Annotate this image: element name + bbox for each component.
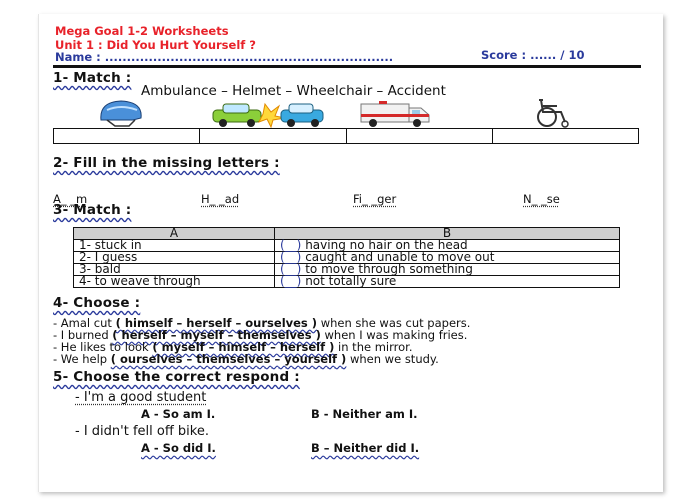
respond-option-1a: A - So am I. — [141, 407, 216, 421]
choose-item-4: - We help ( ourselves – themselves – yourself ) when we study. — [53, 352, 439, 366]
answer-box-1[interactable] — [53, 128, 199, 144]
fill-item-2: H_ _ad — [201, 192, 240, 206]
table-row: 1- stuck in (__) having no hair on the head — [74, 240, 620, 252]
table-row: 2- I guess (__) caught and unable to move out — [74, 252, 620, 264]
answer-box-4[interactable] — [492, 128, 639, 144]
fill-item-3: Fi_ _ger — [353, 192, 397, 206]
car-accident-icon — [209, 100, 329, 128]
choose-item-3: - He likes to look ( myself – himself – herself ) in the mirror. — [53, 340, 413, 354]
column-a-header: A — [74, 228, 275, 240]
worksheet-page — [38, 14, 663, 492]
match-word-list: Ambulance – Helmet – Wheelchair – Accident — [141, 83, 446, 99]
unit-title: Unit 1 : Did You Hurt Yourself ? — [55, 38, 256, 52]
table-row: 4- to weave through (__) not totally sure — [74, 276, 620, 288]
respond-option-1b: B - Neither am I. — [311, 407, 418, 421]
section2-title: 2- Fill in the missing letters : — [53, 155, 280, 171]
respond-question-1: - I'm a good student — [75, 390, 207, 405]
ambulance-icon — [359, 100, 433, 128]
match-table — [73, 227, 620, 288]
answer-box-3[interactable] — [346, 128, 492, 144]
name-line: Name : .................................................................. — [55, 50, 394, 64]
respond-question-2: - I didn't fell off bike. — [75, 424, 209, 439]
fill-item-4: N_ _se — [523, 192, 560, 206]
fill-item-1: A_ _m — [53, 192, 88, 206]
column-b-header: B — [275, 228, 620, 240]
helmet-icon — [93, 98, 149, 128]
answer-box-2[interactable] — [199, 128, 345, 144]
score-line: Score : ...... / 10 — [481, 48, 585, 62]
respond-option-2a: A - So did I. — [141, 441, 216, 455]
table-row: 3- bald (__) to move through something — [74, 264, 620, 276]
section5-title: 5- Choose the correct respond : — [53, 369, 300, 385]
section1-title: 1- Match : — [53, 70, 132, 86]
worksheet-title: Mega Goal 1-2 Worksheets — [55, 24, 229, 38]
wheelchair-icon — [531, 98, 573, 128]
section3-title: 3- Match : — [53, 202, 132, 218]
header-divider — [53, 65, 641, 68]
match-answer-boxes — [53, 128, 639, 144]
choose-item-1: - Amal cut ( himself – herself – ourselves ) when she was cut papers. — [53, 316, 471, 330]
respond-option-2b: B – Neither did I. — [311, 441, 420, 455]
choose-item-2: - I burned ( herself – myself – themselves ) when I was making fries. — [53, 328, 468, 342]
section4-title: 4- Choose : — [53, 295, 141, 311]
